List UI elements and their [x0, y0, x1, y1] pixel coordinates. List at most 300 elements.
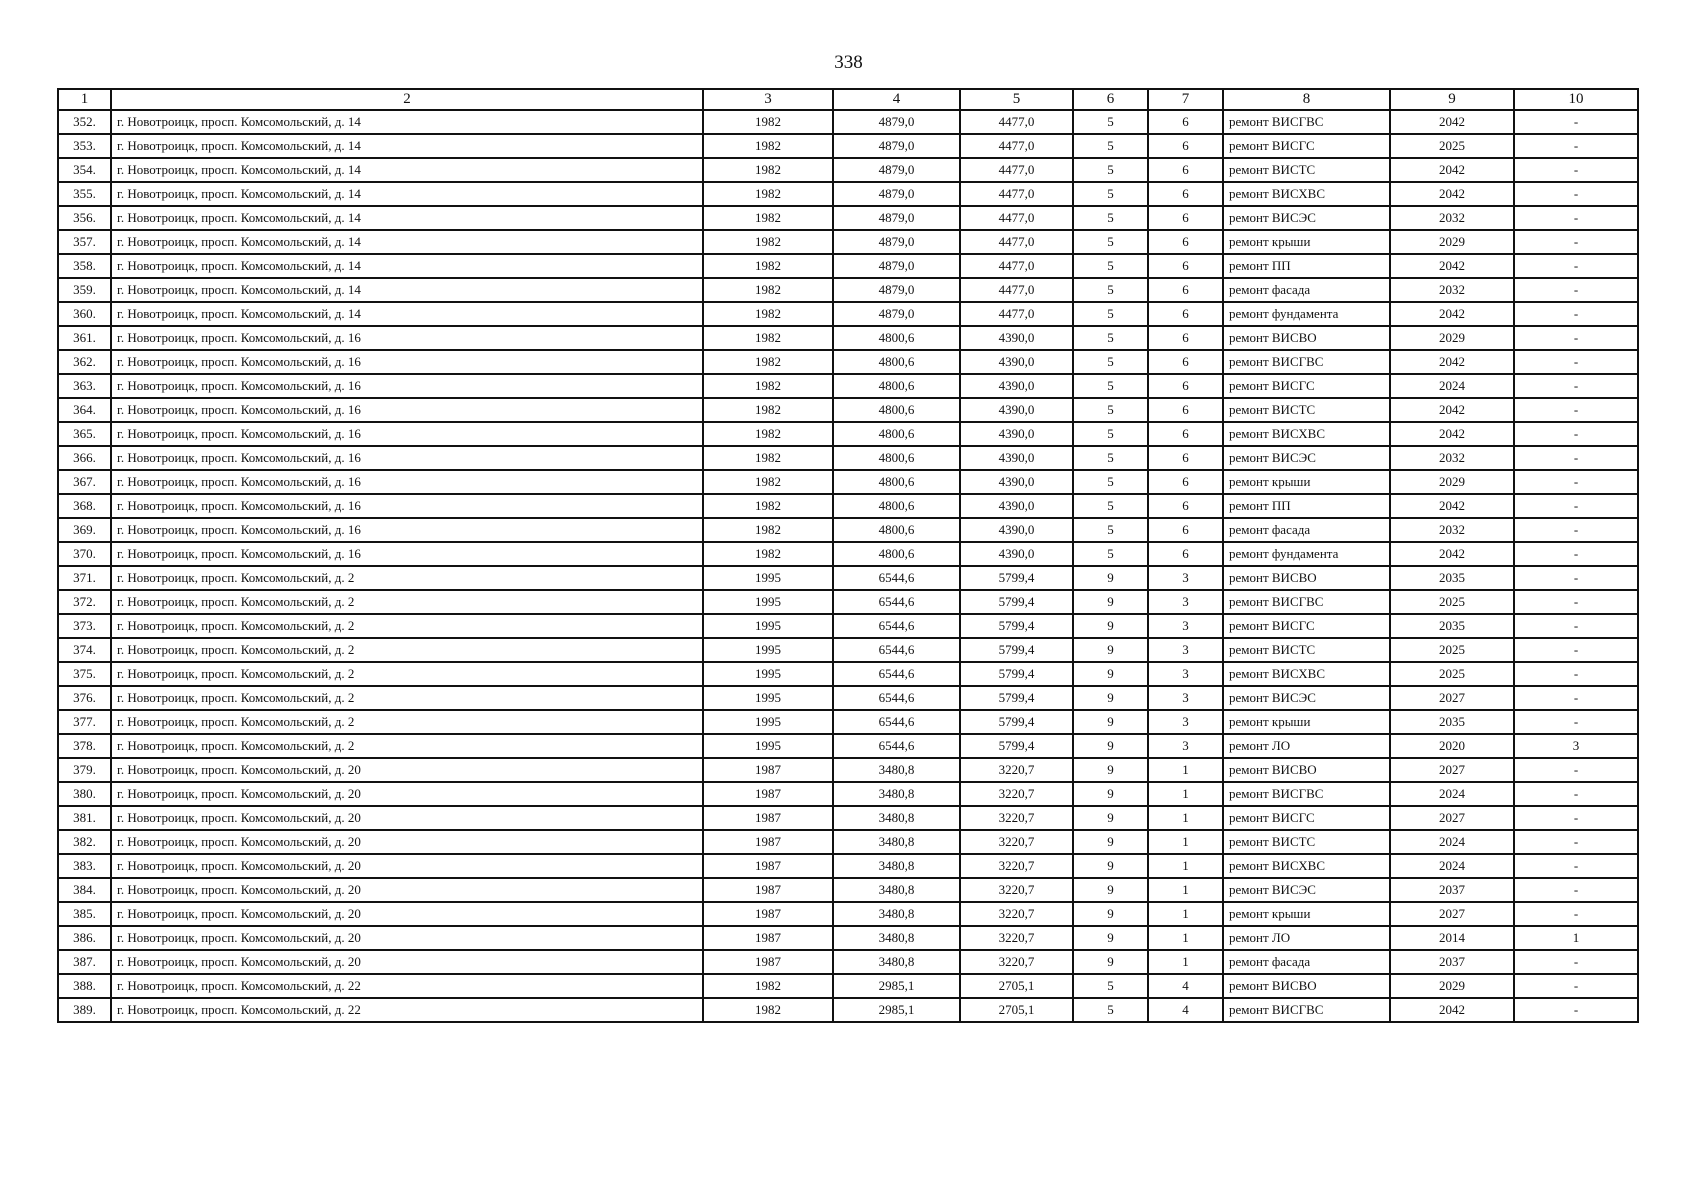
repair-type-cell: ремонт ВИСХВС [1223, 854, 1390, 878]
year-cell: 1982 [703, 998, 833, 1022]
quantity-cell: - [1514, 230, 1638, 254]
address-cell: г. Новотроицк, просп. Комсомольский, д. 20 [111, 926, 703, 950]
floors-cell: 9 [1073, 806, 1148, 830]
table-row [58, 110, 1638, 134]
repair-type-cell: ремонт ВИСГВС [1223, 998, 1390, 1022]
repair-type-cell: ремонт крыши [1223, 470, 1390, 494]
total-area-cell: 6544,6 [833, 662, 960, 686]
address-cell: г. Новотроицк, просп. Комсомольский, д. 14 [111, 230, 703, 254]
address-cell: г. Новотроицк, просп. Комсомольский, д. 2 [111, 614, 703, 638]
table-row [58, 302, 1638, 326]
row-number-cell: 386. [58, 926, 111, 950]
row-number-cell: 373. [58, 614, 111, 638]
living-area-cell: 4390,0 [960, 398, 1073, 422]
living-area-cell: 5799,4 [960, 566, 1073, 590]
address-cell: г. Новотроицк, просп. Комсомольский, д. 20 [111, 830, 703, 854]
entrances-cell: 6 [1148, 206, 1223, 230]
living-area-cell: 4390,0 [960, 350, 1073, 374]
address-cell: г. Новотроицк, просп. Комсомольский, д. 16 [111, 326, 703, 350]
total-area-cell: 4800,6 [833, 350, 960, 374]
total-area-cell: 6544,6 [833, 614, 960, 638]
row-number-cell: 379. [58, 758, 111, 782]
table-row [58, 926, 1638, 950]
row-number-cell: 384. [58, 878, 111, 902]
row-number-cell: 365. [58, 422, 111, 446]
floors-cell: 5 [1073, 446, 1148, 470]
total-area-cell: 3480,8 [833, 854, 960, 878]
repair-type-cell: ремонт ВИСЭС [1223, 686, 1390, 710]
living-area-cell: 5799,4 [960, 662, 1073, 686]
total-area-cell: 4879,0 [833, 158, 960, 182]
table-row [58, 206, 1638, 230]
quantity-cell: - [1514, 782, 1638, 806]
total-area-cell: 3480,8 [833, 926, 960, 950]
planned-year-cell: 2024 [1390, 782, 1514, 806]
living-area-cell: 5799,4 [960, 734, 1073, 758]
address-cell: г. Новотроицк, просп. Комсомольский, д. 2 [111, 638, 703, 662]
repair-type-cell: ремонт крыши [1223, 902, 1390, 926]
quantity-cell: - [1514, 350, 1638, 374]
planned-year-cell: 2029 [1390, 974, 1514, 998]
table-row [58, 158, 1638, 182]
table-row [58, 806, 1638, 830]
planned-year-cell: 2042 [1390, 542, 1514, 566]
living-area-cell: 3220,7 [960, 806, 1073, 830]
address-cell: г. Новотроицк, просп. Комсомольский, д. 22 [111, 974, 703, 998]
table-row [58, 542, 1638, 566]
year-cell: 1982 [703, 446, 833, 470]
living-area-cell: 4390,0 [960, 374, 1073, 398]
planned-year-cell: 2025 [1390, 134, 1514, 158]
living-area-cell: 4390,0 [960, 446, 1073, 470]
address-cell: г. Новотроицк, просп. Комсомольский, д. 20 [111, 806, 703, 830]
living-area-cell: 4477,0 [960, 278, 1073, 302]
floors-cell: 5 [1073, 230, 1148, 254]
year-cell: 1982 [703, 422, 833, 446]
row-number-cell: 371. [58, 566, 111, 590]
total-area-cell: 2985,1 [833, 998, 960, 1022]
year-cell: 1982 [703, 134, 833, 158]
repair-type-cell: ремонт ВИСХВС [1223, 182, 1390, 206]
table-row [58, 518, 1638, 542]
column-header: 1 [58, 89, 111, 110]
repair-type-cell: ремонт ВИСВО [1223, 566, 1390, 590]
living-area-cell: 5799,4 [960, 614, 1073, 638]
row-number-cell: 383. [58, 854, 111, 878]
entrances-cell: 6 [1148, 302, 1223, 326]
entrances-cell: 3 [1148, 686, 1223, 710]
row-number-cell: 378. [58, 734, 111, 758]
entrances-cell: 4 [1148, 998, 1223, 1022]
address-cell: г. Новотроицк, просп. Комсомольский, д. 2 [111, 662, 703, 686]
table-row [58, 398, 1638, 422]
planned-year-cell: 2042 [1390, 422, 1514, 446]
entrances-cell: 6 [1148, 110, 1223, 134]
entrances-cell: 6 [1148, 254, 1223, 278]
column-header: 5 [960, 89, 1073, 110]
row-number-cell: 380. [58, 782, 111, 806]
floors-cell: 5 [1073, 422, 1148, 446]
floors-cell: 9 [1073, 902, 1148, 926]
floors-cell: 9 [1073, 710, 1148, 734]
entrances-cell: 1 [1148, 926, 1223, 950]
floors-cell: 5 [1073, 494, 1148, 518]
address-cell: г. Новотроицк, просп. Комсомольский, д. 14 [111, 158, 703, 182]
row-number-cell: 356. [58, 206, 111, 230]
quantity-cell: - [1514, 686, 1638, 710]
floors-cell: 9 [1073, 686, 1148, 710]
table-body [58, 110, 1638, 1022]
quantity-cell: - [1514, 134, 1638, 158]
row-number-cell: 353. [58, 134, 111, 158]
table-row [58, 182, 1638, 206]
address-cell: г. Новотроицк, просп. Комсомольский, д. 14 [111, 182, 703, 206]
address-cell: г. Новотроицк, просп. Комсомольский, д. 16 [111, 446, 703, 470]
table-row [58, 854, 1638, 878]
planned-year-cell: 2035 [1390, 614, 1514, 638]
year-cell: 1982 [703, 278, 833, 302]
table-row [58, 902, 1638, 926]
year-cell: 1987 [703, 806, 833, 830]
quantity-cell: - [1514, 326, 1638, 350]
quantity-cell: - [1514, 398, 1638, 422]
table-row [58, 662, 1638, 686]
living-area-cell: 5799,4 [960, 686, 1073, 710]
quantity-cell: - [1514, 710, 1638, 734]
table-row [58, 734, 1638, 758]
planned-year-cell: 2027 [1390, 902, 1514, 926]
year-cell: 1982 [703, 326, 833, 350]
floors-cell: 9 [1073, 926, 1148, 950]
floors-cell: 5 [1073, 470, 1148, 494]
repair-type-cell: ремонт ВИСГС [1223, 806, 1390, 830]
planned-year-cell: 2042 [1390, 494, 1514, 518]
row-number-cell: 377. [58, 710, 111, 734]
repair-type-cell: ремонт фасада [1223, 950, 1390, 974]
table-row [58, 998, 1638, 1022]
year-cell: 1995 [703, 710, 833, 734]
quantity-cell: - [1514, 566, 1638, 590]
repair-type-cell: ремонт фасада [1223, 518, 1390, 542]
quantity-cell: - [1514, 542, 1638, 566]
living-area-cell: 4477,0 [960, 230, 1073, 254]
entrances-cell: 3 [1148, 710, 1223, 734]
table-row [58, 326, 1638, 350]
planned-year-cell: 2014 [1390, 926, 1514, 950]
living-area-cell: 4390,0 [960, 422, 1073, 446]
quantity-cell: - [1514, 758, 1638, 782]
year-cell: 1982 [703, 158, 833, 182]
repair-type-cell: ремонт ВИСГВС [1223, 110, 1390, 134]
year-cell: 1995 [703, 566, 833, 590]
address-cell: г. Новотроицк, просп. Комсомольский, д. 16 [111, 350, 703, 374]
repair-type-cell: ремонт ВИСТС [1223, 830, 1390, 854]
address-cell: г. Новотроицк, просп. Комсомольский, д. 14 [111, 206, 703, 230]
row-number-cell: 376. [58, 686, 111, 710]
table-row [58, 686, 1638, 710]
table-row [58, 446, 1638, 470]
table-row [58, 494, 1638, 518]
quantity-cell: - [1514, 614, 1638, 638]
living-area-cell: 4390,0 [960, 542, 1073, 566]
quantity-cell: 3 [1514, 734, 1638, 758]
column-number-header [58, 89, 1638, 110]
living-area-cell: 4390,0 [960, 326, 1073, 350]
address-cell: г. Новотроицк, просп. Комсомольский, д. 16 [111, 494, 703, 518]
quantity-cell: - [1514, 830, 1638, 854]
row-number-cell: 381. [58, 806, 111, 830]
table-row [58, 782, 1638, 806]
total-area-cell: 4800,6 [833, 326, 960, 350]
table-row [58, 470, 1638, 494]
address-cell: г. Новотроицк, просп. Комсомольский, д. 20 [111, 902, 703, 926]
address-cell: г. Новотроицк, просп. Комсомольский, д. 14 [111, 278, 703, 302]
row-number-cell: 368. [58, 494, 111, 518]
year-cell: 1982 [703, 182, 833, 206]
repair-type-cell: ремонт ВИСТС [1223, 638, 1390, 662]
column-header: 9 [1390, 89, 1514, 110]
total-area-cell: 6544,6 [833, 590, 960, 614]
address-cell: г. Новотроицк, просп. Комсомольский, д. 2 [111, 734, 703, 758]
column-header: 10 [1514, 89, 1638, 110]
living-area-cell: 3220,7 [960, 902, 1073, 926]
row-number-cell: 389. [58, 998, 111, 1022]
address-cell: г. Новотроицк, просп. Комсомольский, д. 22 [111, 998, 703, 1022]
floors-cell: 9 [1073, 830, 1148, 854]
entrances-cell: 6 [1148, 470, 1223, 494]
repair-type-cell: ремонт ЛО [1223, 926, 1390, 950]
entrances-cell: 1 [1148, 782, 1223, 806]
repair-type-cell: ремонт ВИСГС [1223, 614, 1390, 638]
year-cell: 1982 [703, 206, 833, 230]
address-cell: г. Новотроицк, просп. Комсомольский, д. 14 [111, 302, 703, 326]
table-row [58, 230, 1638, 254]
repair-type-cell: ремонт крыши [1223, 230, 1390, 254]
repair-type-cell: ремонт ЛО [1223, 734, 1390, 758]
table-row [58, 974, 1638, 998]
entrances-cell: 6 [1148, 230, 1223, 254]
entrances-cell: 6 [1148, 278, 1223, 302]
floors-cell: 5 [1073, 974, 1148, 998]
column-header: 3 [703, 89, 833, 110]
total-area-cell: 4800,6 [833, 374, 960, 398]
quantity-cell: - [1514, 998, 1638, 1022]
floors-cell: 5 [1073, 278, 1148, 302]
address-cell: г. Новотроицк, просп. Комсомольский, д. 20 [111, 758, 703, 782]
repair-type-cell: ремонт фасада [1223, 278, 1390, 302]
repair-type-cell: ремонт ВИСВО [1223, 758, 1390, 782]
row-number-cell: 370. [58, 542, 111, 566]
entrances-cell: 6 [1148, 494, 1223, 518]
quantity-cell: - [1514, 446, 1638, 470]
quantity-cell: - [1514, 590, 1638, 614]
floors-cell: 9 [1073, 662, 1148, 686]
year-cell: 1995 [703, 638, 833, 662]
row-number-cell: 352. [58, 110, 111, 134]
table-row [58, 590, 1638, 614]
quantity-cell: 1 [1514, 926, 1638, 950]
total-area-cell: 4800,6 [833, 446, 960, 470]
repair-type-cell: ремонт ВИСГВС [1223, 782, 1390, 806]
quantity-cell: - [1514, 182, 1638, 206]
row-number-cell: 374. [58, 638, 111, 662]
row-number-cell: 382. [58, 830, 111, 854]
address-cell: г. Новотроицк, просп. Комсомольский, д. 2 [111, 566, 703, 590]
year-cell: 1982 [703, 374, 833, 398]
repair-type-cell: ремонт фундамента [1223, 542, 1390, 566]
total-area-cell: 6544,6 [833, 734, 960, 758]
year-cell: 1982 [703, 254, 833, 278]
total-area-cell: 4879,0 [833, 302, 960, 326]
entrances-cell: 6 [1148, 422, 1223, 446]
floors-cell: 5 [1073, 542, 1148, 566]
quantity-cell: - [1514, 518, 1638, 542]
planned-year-cell: 2029 [1390, 470, 1514, 494]
year-cell: 1982 [703, 350, 833, 374]
total-area-cell: 3480,8 [833, 902, 960, 926]
entrances-cell: 6 [1148, 182, 1223, 206]
entrances-cell: 3 [1148, 638, 1223, 662]
floors-cell: 5 [1073, 350, 1148, 374]
floors-cell: 5 [1073, 254, 1148, 278]
table-row [58, 278, 1638, 302]
entrances-cell: 1 [1148, 830, 1223, 854]
living-area-cell: 4390,0 [960, 470, 1073, 494]
planned-year-cell: 2027 [1390, 758, 1514, 782]
row-number-cell: 366. [58, 446, 111, 470]
repair-type-cell: ремонт ВИСХВС [1223, 662, 1390, 686]
planned-year-cell: 2024 [1390, 854, 1514, 878]
quantity-cell: - [1514, 974, 1638, 998]
living-area-cell: 3220,7 [960, 782, 1073, 806]
planned-year-cell: 2035 [1390, 710, 1514, 734]
quantity-cell: - [1514, 422, 1638, 446]
table-row [58, 638, 1638, 662]
total-area-cell: 4879,0 [833, 182, 960, 206]
entrances-cell: 6 [1148, 446, 1223, 470]
floors-cell: 5 [1073, 518, 1148, 542]
total-area-cell: 4800,6 [833, 470, 960, 494]
living-area-cell: 4477,0 [960, 206, 1073, 230]
row-number-cell: 375. [58, 662, 111, 686]
entrances-cell: 1 [1148, 806, 1223, 830]
year-cell: 1987 [703, 926, 833, 950]
entrances-cell: 1 [1148, 902, 1223, 926]
planned-year-cell: 2035 [1390, 566, 1514, 590]
table-row [58, 614, 1638, 638]
column-header: 4 [833, 89, 960, 110]
planned-year-cell: 2032 [1390, 518, 1514, 542]
repair-type-cell: ремонт ВИСГС [1223, 374, 1390, 398]
living-area-cell: 3220,7 [960, 758, 1073, 782]
year-cell: 1987 [703, 854, 833, 878]
living-area-cell: 4477,0 [960, 158, 1073, 182]
row-number-cell: 388. [58, 974, 111, 998]
living-area-cell: 3220,7 [960, 926, 1073, 950]
repair-type-cell: ремонт ВИСГВС [1223, 590, 1390, 614]
table-row [58, 566, 1638, 590]
year-cell: 1995 [703, 662, 833, 686]
quantity-cell: - [1514, 902, 1638, 926]
total-area-cell: 4879,0 [833, 230, 960, 254]
floors-cell: 9 [1073, 782, 1148, 806]
total-area-cell: 3480,8 [833, 878, 960, 902]
capital-repair-table [57, 88, 1639, 1023]
floors-cell: 5 [1073, 134, 1148, 158]
living-area-cell: 4477,0 [960, 182, 1073, 206]
floors-cell: 5 [1073, 110, 1148, 134]
year-cell: 1982 [703, 302, 833, 326]
total-area-cell: 6544,6 [833, 566, 960, 590]
floors-cell: 9 [1073, 638, 1148, 662]
quantity-cell: - [1514, 854, 1638, 878]
repair-type-cell: ремонт ВИСГС [1223, 134, 1390, 158]
floors-cell: 5 [1073, 998, 1148, 1022]
entrances-cell: 3 [1148, 590, 1223, 614]
entrances-cell: 6 [1148, 158, 1223, 182]
address-cell: г. Новотроицк, просп. Комсомольский, д. 14 [111, 134, 703, 158]
entrances-cell: 6 [1148, 398, 1223, 422]
living-area-cell: 2705,1 [960, 998, 1073, 1022]
planned-year-cell: 2029 [1390, 230, 1514, 254]
page-number: 338 [834, 52, 863, 73]
address-cell: г. Новотроицк, просп. Комсомольский, д. 16 [111, 374, 703, 398]
address-cell: г. Новотроицк, просп. Комсомольский, д. 16 [111, 542, 703, 566]
table-row [58, 350, 1638, 374]
planned-year-cell: 2042 [1390, 998, 1514, 1022]
repair-type-cell: ремонт ВИСЭС [1223, 206, 1390, 230]
planned-year-cell: 2025 [1390, 662, 1514, 686]
year-cell: 1995 [703, 590, 833, 614]
living-area-cell: 4390,0 [960, 518, 1073, 542]
planned-year-cell: 2037 [1390, 950, 1514, 974]
table-row [58, 950, 1638, 974]
entrances-cell: 3 [1148, 566, 1223, 590]
planned-year-cell: 2042 [1390, 302, 1514, 326]
address-cell: г. Новотроицк, просп. Комсомольский, д. 14 [111, 254, 703, 278]
year-cell: 1987 [703, 950, 833, 974]
table-row [58, 422, 1638, 446]
total-area-cell: 3480,8 [833, 806, 960, 830]
table-row [58, 758, 1638, 782]
column-header: 6 [1073, 89, 1148, 110]
planned-year-cell: 2024 [1390, 830, 1514, 854]
quantity-cell: - [1514, 494, 1638, 518]
floors-cell: 5 [1073, 398, 1148, 422]
floors-cell: 9 [1073, 566, 1148, 590]
entrances-cell: 6 [1148, 350, 1223, 374]
address-cell: г. Новотроицк, просп. Комсомольский, д. 16 [111, 470, 703, 494]
year-cell: 1982 [703, 110, 833, 134]
year-cell: 1982 [703, 470, 833, 494]
living-area-cell: 3220,7 [960, 830, 1073, 854]
repair-type-cell: ремонт ВИСТС [1223, 158, 1390, 182]
row-number-cell: 364. [58, 398, 111, 422]
year-cell: 1982 [703, 974, 833, 998]
address-cell: г. Новотроицк, просп. Комсомольский, д. 16 [111, 422, 703, 446]
year-cell: 1982 [703, 494, 833, 518]
total-area-cell: 4879,0 [833, 110, 960, 134]
row-number-cell: 367. [58, 470, 111, 494]
address-cell: г. Новотроицк, просп. Комсомольский, д. 16 [111, 398, 703, 422]
planned-year-cell: 2024 [1390, 374, 1514, 398]
quantity-cell: - [1514, 662, 1638, 686]
total-area-cell: 4879,0 [833, 134, 960, 158]
year-cell: 1995 [703, 686, 833, 710]
repair-type-cell: ремонт ВИСХВС [1223, 422, 1390, 446]
planned-year-cell: 2037 [1390, 878, 1514, 902]
column-header: 7 [1148, 89, 1223, 110]
